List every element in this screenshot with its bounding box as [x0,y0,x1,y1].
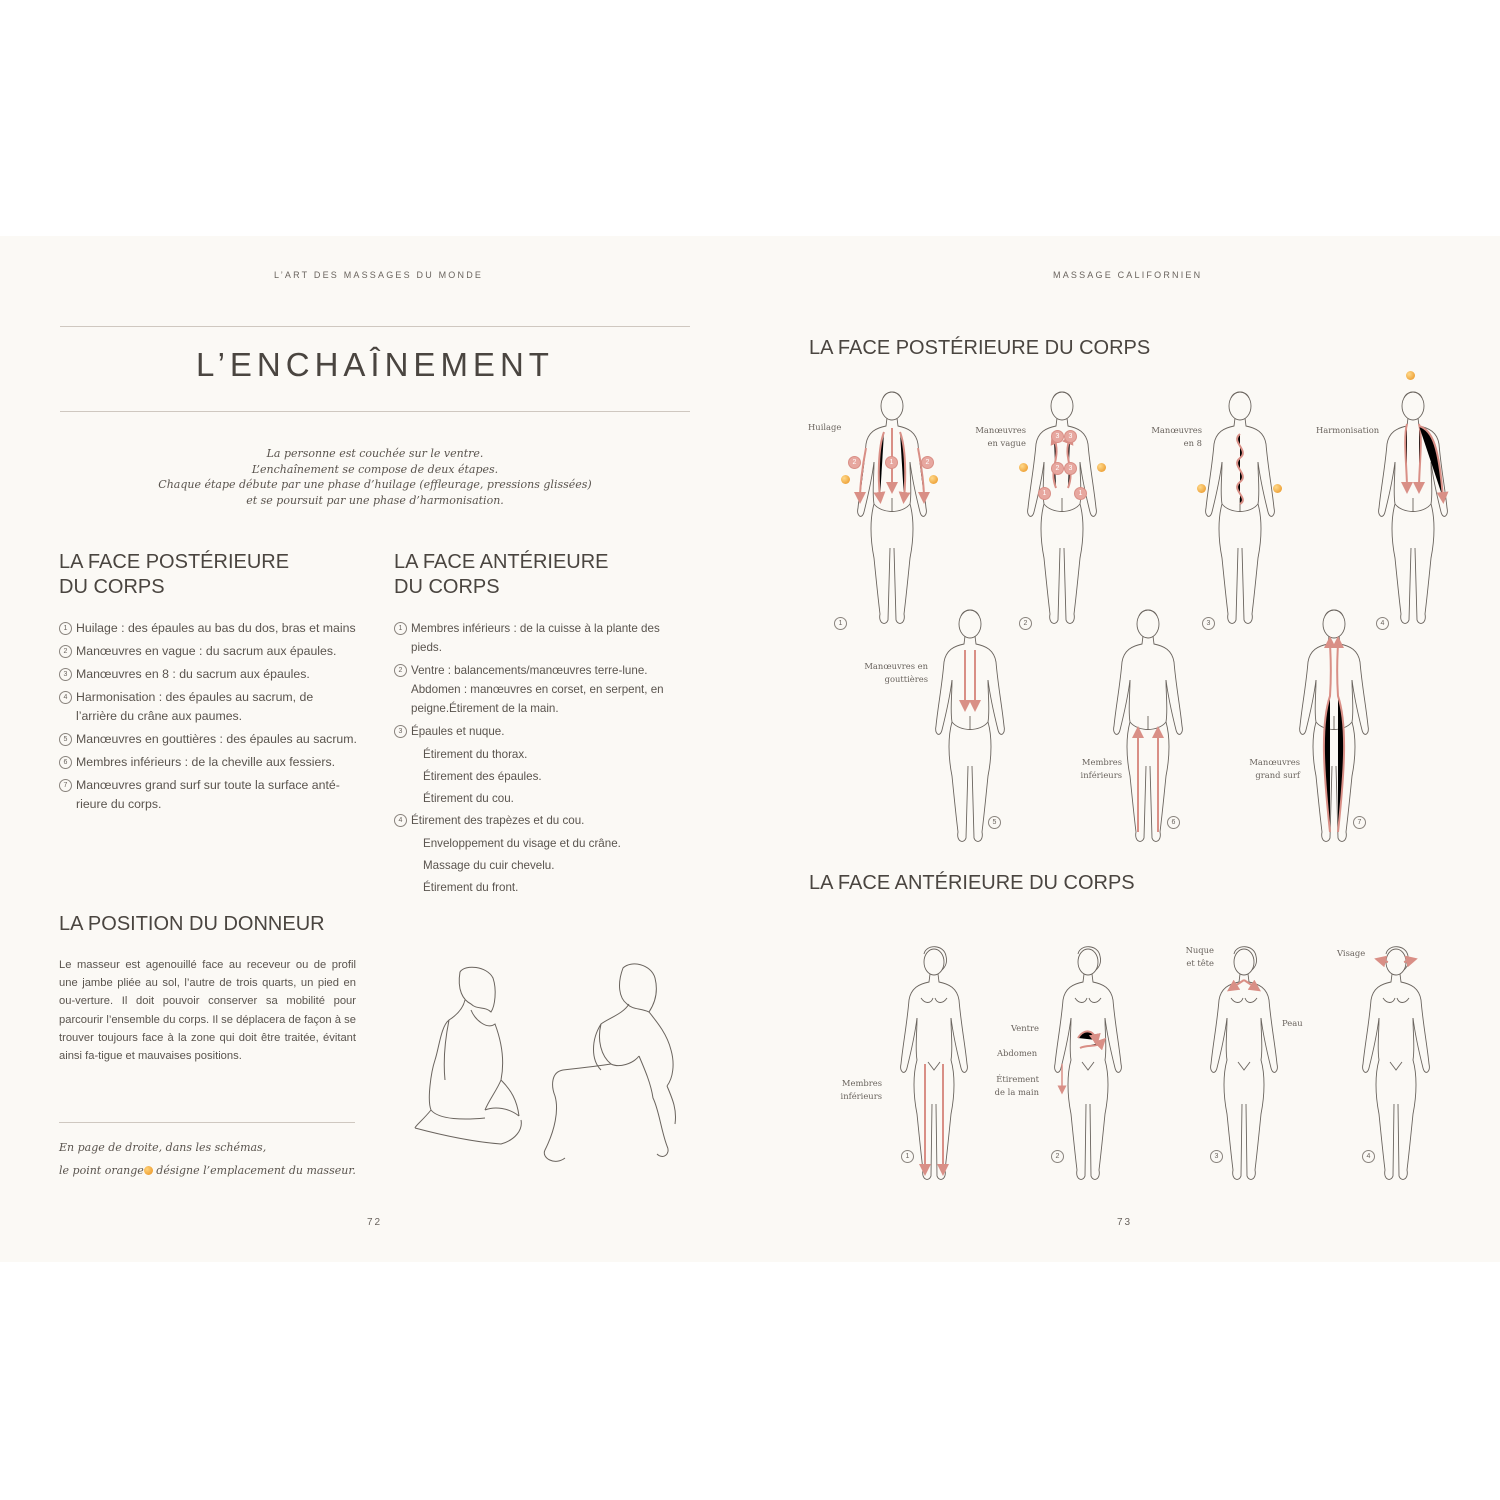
masseur-marker [1197,484,1206,493]
arrow-mark [1080,1042,1102,1048]
list-item [59,619,357,638]
list-item [394,619,689,657]
list-item-text: Manœuvres grand surf sur toute la surface anté-rieure du corps. [76,778,340,811]
list-item-continuation: Abdomen : manœuvres en corset, en serpent, en peigne.Étirement de la main. [411,683,664,715]
figure-front-2 [1058,944,1118,1194]
title-rule-bottom [60,411,690,412]
label-huilage: Huilage [808,422,842,432]
figure-front-4 [1366,944,1426,1194]
label-membres-inferieurs-anterior: Membres inférieurs [840,1078,882,1101]
figure-back-1 [862,388,922,628]
list-item-text: Ventre : balancements/manœuvres terre-lune. [411,664,648,677]
step-badge: 3 [1064,430,1077,443]
step-number: 7 [59,779,72,792]
figure-eight-mark [1237,434,1243,504]
step-number: 1 [59,622,72,635]
list-item-text: Épaules et nuque. [411,725,505,738]
arrow-mark [1404,960,1412,962]
masseur-marker [1019,463,1028,472]
sub-item: Étirement des épaules. [423,770,542,783]
note-rule [59,1122,355,1123]
step-number: 4 [59,691,72,704]
label-vague: Manœuvres en vague [975,425,1026,448]
running-head-left: L’ART DES MASSAGES DU MONDE [274,270,484,280]
list-item-text: Manœuvres en gouttières : des épaules au sacrum. [76,732,357,746]
arrow-mark [1380,960,1388,962]
intro-line: La personne est couchée sur le ventre. [266,447,484,460]
step-number: 4 [394,814,407,827]
figure-front-3 [1214,944,1274,1194]
label-harmonisation: Harmonisation [1316,425,1380,435]
label-ventre: Ventre [1011,1023,1039,1033]
list-item-text: Harmonisation : des épaules au sacrum, de l’arrière du crâne aux paumes. [76,690,314,723]
arrow-mark [900,432,905,498]
label-nuque: Nuque et tête [1185,945,1214,968]
page-title: L’ENCHAÎNEMENT [196,346,554,383]
kneeling-masseurs-illustration [405,960,695,1175]
step-number: 2 [394,664,407,677]
label-gouttieres: Manœuvres en gouttières [864,661,928,684]
intro-text [100,446,650,508]
legend-note-text: désigne l’emplacement du masseur. [152,1164,356,1177]
arrow-mark [879,432,884,498]
step-number: 2 [59,645,72,658]
label-grand-surf: Manœuvres grand surf [1249,757,1300,780]
sub-item: Enveloppement du visage et du crâne. [423,837,621,850]
arrow-mark [1337,642,1344,832]
list-item [59,776,357,814]
figure-back-3 [1210,388,1270,628]
masseur-marker [1406,371,1415,380]
position-body: Le masseur est agenouillé face au receveur ou de profil une jambe pliée au sol, l’autre de trois quarts, un pied en ou-verture. Il doit pouvoir conserver sa mobilité pour parcourir l’ensemble du corps. Il se déplacera de façon à se trouver toujours face à la zone qui doit être traitée, évitant ainsi fa-tigue et mauvaises positions. [59,959,356,1063]
step-number: 3 [394,725,407,738]
list-item [59,730,357,749]
anterior-heading [394,550,609,600]
anterior-heading-line2: DU CORPS [394,576,500,598]
running-head-right: MASSAGE CALIFORNIEN [1053,270,1203,280]
masseur-marker [841,475,850,484]
page-number-right: 73 [1117,1217,1133,1228]
list-item [59,665,357,684]
step-badge: 3 [1051,430,1064,443]
masseur-marker [1273,484,1282,493]
arrow-mark [1419,426,1443,498]
list-item-text: Manœuvres en 8 : du sacrum aux épaules. [76,667,310,681]
intro-line: Chaque étape débute par une phase d’huilage (effleurage, pressions glissées) [158,478,592,491]
figure-back-2 [1032,388,1092,628]
figure-back-7 [1304,606,1364,846]
figure-number: 4 [1362,1150,1375,1163]
posterior-heading-line1: LA FACE POSTÉRIEURE [59,551,290,573]
arrow-mark [1405,424,1407,488]
sub-item: Massage du cuir chevelu. [423,859,555,872]
figure-number: 1 [901,1150,914,1163]
anterior-heading-line1: LA FACE ANTÉRIEURE [394,551,609,573]
anterior-list [394,619,689,900]
arrow-mark [1324,642,1331,832]
intro-line: et se poursuit par une phase d’harmonisation. [246,493,504,507]
step-number: 3 [59,668,72,681]
list-item [59,753,357,772]
figure-back-5 [940,606,1000,846]
label-membres-inferieurs: Membres inférieurs [1080,757,1122,780]
posterior-heading [59,550,289,600]
anterior-figures-heading: LA FACE ANTÉRIEURE DU CORPS [809,872,1135,894]
label-etirement-main: Étirement de la main [994,1074,1039,1097]
figure-back-4 [1383,388,1443,628]
arrow-mark [1078,1031,1096,1040]
figure-number: 3 [1202,617,1215,630]
position-heading: LA POSITION DU DONNEUR [59,913,325,935]
figure-number: 6 [1167,816,1180,829]
step-badge: 1 [1074,487,1087,500]
figure-number: 3 [1210,1150,1223,1163]
list-item [59,688,357,726]
figure-number: 4 [1376,617,1389,630]
legend-note-line1: En page de droite, dans les schémas, [59,1141,267,1154]
title-rule-top [60,326,690,327]
list-item-text: Huilage : des épaules au bas du dos, bras et mains [76,621,356,635]
list-item-text: Manœuvres en vague : du sacrum aux épaules. [76,644,337,658]
label-peau: Peau [1282,1018,1303,1028]
figure-number: 2 [1019,617,1032,630]
list-item-text: Membres inférieurs : de la cuisse à la plante des pieds. [411,622,660,654]
arrow-mark [1232,980,1244,988]
arrow-mark [1244,980,1256,988]
step-badge: 1 [1038,487,1051,500]
sub-item: Étirement du thorax. [423,748,528,761]
list-item-text: Membres inférieurs : de la cheville aux fessiers. [76,755,336,769]
step-number: 5 [59,733,72,746]
step-badge: 3 [1064,462,1077,475]
list-item [59,642,357,661]
sub-item: Étirement du front. [423,881,519,894]
masseur-marker [929,475,938,484]
intro-line: L’enchaînement se compose de deux étapes. [251,462,499,476]
sub-item: Étirement du cou. [423,792,514,805]
figure-number: 5 [988,816,1001,829]
posterior-heading-line2: DU CORPS [59,576,165,598]
list-item-text: Étirement des trapèzes et du cou. [411,814,585,827]
posterior-figures-heading: LA FACE POSTÉRIEURE DU CORPS [809,337,1151,359]
step-badge: 2 [921,456,934,469]
label-en8: Manœuvres en 8 [1151,425,1202,448]
page-number-left: 72 [367,1217,383,1228]
step-badge: 1 [885,456,898,469]
list-item [394,661,689,718]
legend-note-line2 [59,1159,356,1182]
list-item [394,811,689,830]
step-number: 6 [59,756,72,769]
step-number: 1 [394,622,407,635]
figure-number: 7 [1353,816,1366,829]
legend-note [59,1136,356,1182]
legend-note-text: le point orange [59,1164,144,1177]
posterior-list [59,619,357,818]
arrow-mark [1419,424,1421,488]
step-badge: 2 [1051,462,1064,475]
figure-number: 2 [1051,1150,1064,1163]
figure-back-6 [1118,606,1178,846]
list-item [394,722,689,741]
label-visage: Visage [1337,948,1366,958]
step-badge: 2 [848,456,861,469]
orange-dot-icon [144,1166,153,1175]
label-abdomen: Abdomen [997,1048,1038,1058]
figure-number: 1 [834,617,847,630]
masseur-marker [1097,463,1106,472]
